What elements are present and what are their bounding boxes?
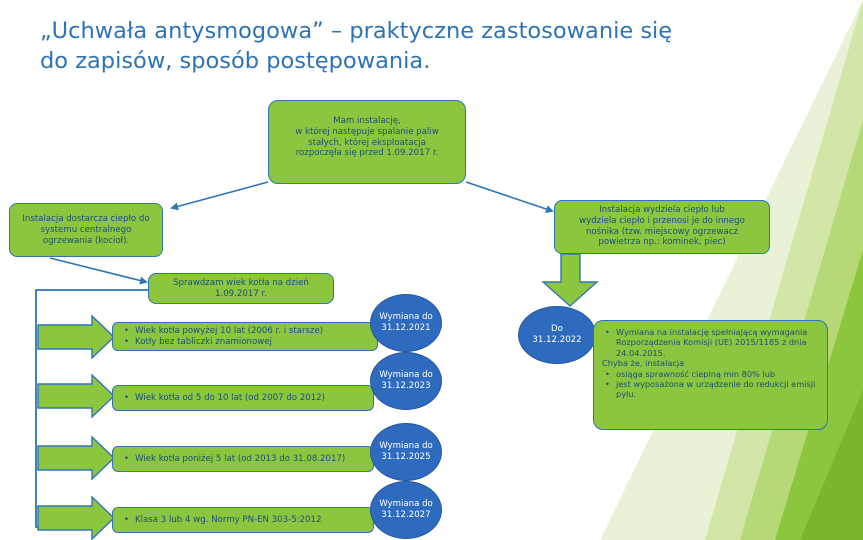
local-heater-line-4: powietrza np.: kominek, piec) — [598, 237, 726, 248]
start-line-1: Mam instalację, — [333, 116, 401, 126]
boiler-age-check-box — [148, 273, 334, 304]
local-heater-line-2: wydziela ciepło i przenosi je do innego — [579, 215, 745, 226]
requirements-list-1 — [602, 327, 819, 358]
requirement-eu-regulation: • Wymiana na instalację spełniającą wymagania Rozporządzenia Komisji (UE) 2015/1185 z dnia 24.04.2015. — [616, 327, 819, 358]
block-arrow-down-right — [543, 254, 597, 306]
central-heating-box — [9, 203, 163, 257]
replacement-requirements-box — [593, 320, 828, 430]
deadline-circle-right — [518, 306, 596, 364]
deadline-label-row-3: Wymiana do — [379, 441, 433, 451]
age-check-line-2: 1.09.2017 r. — [215, 288, 267, 299]
deadline-label-row-1: Wymiana do — [379, 312, 433, 322]
condition-box-row-1 — [112, 322, 378, 351]
deadline-circle-row-2 — [370, 352, 442, 410]
deadline-circle-row-1 — [370, 294, 442, 352]
condition-box-row-2 — [112, 385, 374, 411]
local-heater-box — [554, 200, 770, 254]
requirements-list-2 — [602, 369, 819, 400]
row-3-item-1: • Wiek kotła poniżej 5 lat (od 2013 do 31.08.2017) — [135, 454, 369, 465]
deadline-date-row-3: 31.12.2025 — [381, 452, 431, 462]
deadline-circle-row-3 — [370, 423, 442, 481]
condition-box-row-4 — [112, 507, 374, 533]
local-heater-line-1: Instalacja wydziela ciepło lub — [599, 205, 725, 215]
deadline-label-row-2: Wymiana do — [379, 370, 433, 380]
right-deadline-date: 31.12.2022 — [532, 335, 582, 345]
start-condition-box — [268, 100, 466, 184]
deadline-circle-row-4 — [370, 481, 442, 539]
central-heating-line-2: systemu centralnego — [40, 224, 132, 235]
row-4-item-1: • Klasa 3 lub 4 wg. Normy PN-EN 303-5:2012 — [135, 515, 369, 526]
deadline-date-row-1: 31.12.2021 — [381, 323, 431, 333]
row-3-list — [119, 454, 369, 465]
local-heater-line-3: nośnika (tzw. miejscowy ogrzewacz — [585, 226, 739, 237]
condition-box-row-3 — [112, 446, 374, 472]
block-arrow-row-2 — [38, 375, 114, 417]
block-arrow-row-3 — [38, 437, 114, 479]
block-arrow-row-1 — [38, 316, 114, 358]
row-1-list — [119, 326, 373, 348]
row-2-item-1: • Wiek kotła od 5 do 10 lat (od 2007 do 2012) — [135, 393, 369, 404]
title-line-2: do zapisów, sposób postępowania. — [40, 48, 431, 74]
central-heating-line-3: ogrzewania (kocioł). — [42, 235, 130, 246]
right-deadline-label: Do — [551, 324, 563, 334]
start-line-4: rozpoczęła się przed 1.09.2017 r. — [295, 148, 439, 159]
arrow-to-age-check — [50, 258, 146, 282]
arrow-to-right-branch — [466, 182, 552, 211]
age-check-line-1: Sprawdzam wiek kotła na dzień — [173, 278, 309, 288]
row-1-item-1: • Wiek kotła powyżej 10 lat (2006 r. i starsze) — [135, 326, 373, 337]
deadline-label-row-4: Wymiana do — [379, 499, 433, 509]
row-1-item-2: • Kotły bez tabliczki znamionowej — [135, 337, 373, 348]
start-line-2: w której następuje spalanie paliw — [295, 126, 439, 137]
requirement-efficiency: • osiąga sprawność cieplną min 80% lub — [616, 369, 819, 379]
row-4-list — [119, 515, 369, 526]
row-2-list — [119, 393, 369, 404]
title-line-1: „Uchwała antysmogowa” – praktyczne zastosowanie się — [40, 18, 673, 44]
requirement-condition: Chyba że, instalacja — [602, 358, 685, 369]
deadline-date-row-4: 31.12.2027 — [381, 510, 431, 520]
central-heating-line-1: Instalacja dostarcza ciepło do — [22, 214, 150, 224]
deadline-date-row-2: 31.12.2023 — [381, 381, 431, 391]
requirement-dust-reduction: • jest wyposażona w urządzenie do redukcji emisji pyłu. — [616, 379, 819, 400]
arrow-to-left-branch — [172, 182, 268, 208]
start-line-3: stałych, której eksploatacja — [308, 137, 426, 148]
block-arrow-row-4 — [38, 497, 114, 539]
